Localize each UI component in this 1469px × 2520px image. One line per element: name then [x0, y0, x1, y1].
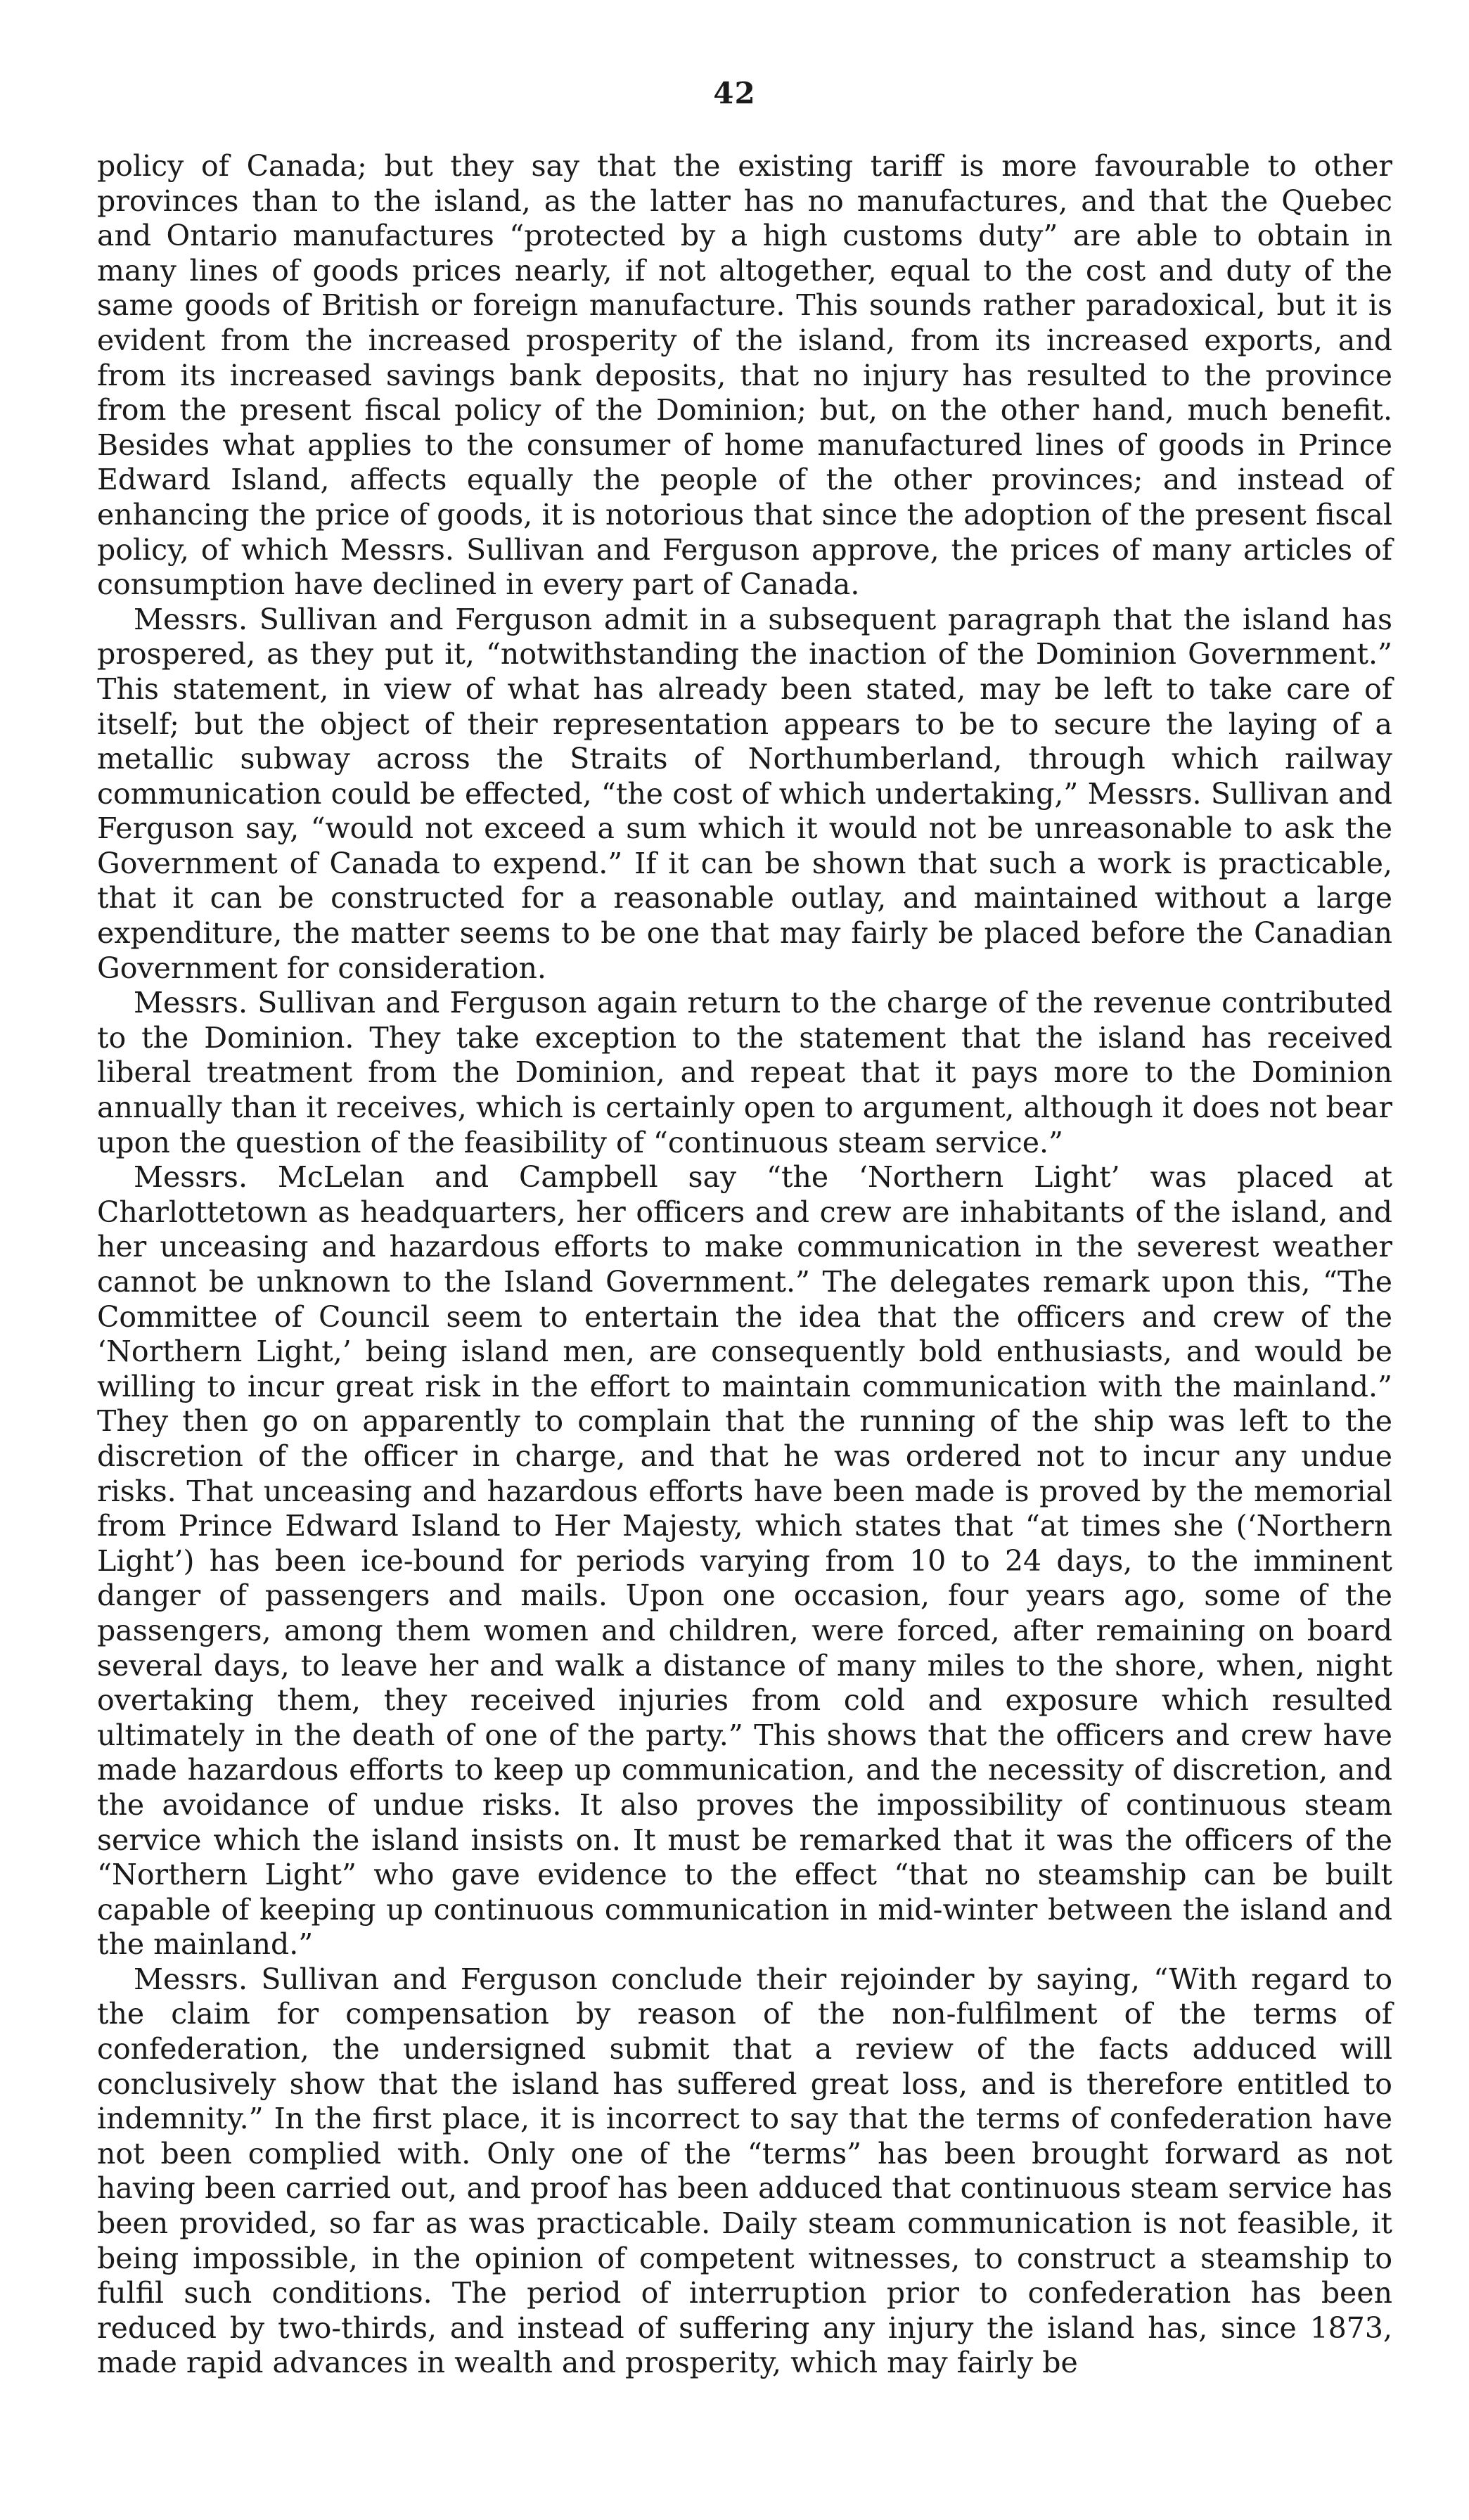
paragraph-3: Messrs. Sullivan and Ferguson again return to the charge of the revenue contributed to the Dominion. They take exception to the statement that the island has received liberal treatment from the Dominion, and repeat that it pays more to the Dominion annually than it receives, which is certainly open to argument, although it does not bear upon the question of the feasibility of “continuous steam service.” [97, 986, 1392, 1159]
paragraph-4: Messrs. McLelan and Campbell say “the ‘Northern Light’ was placed at Charlottetown as headquarters, her officers and crew are inhabitants of the island, and her unceasing and hazardous efforts to make communication in the severest weather cannot be unknown to the Island Government.” The delegates remark upon this, “The Committee of Council seem to entertain the idea that the officers and crew of the ‘Northern Light,’ being island men, are consequently bold enthusiasts, and would be willing to incur great risk in the effort to maintain communication with the mainland.” They then go on apparently to complain that the running of the ship was left to the discretion of the officer in charge, and that he was ordered not to incur any undue risks. That unceasing and hazardous efforts have been made is proved by the memorial from Prince Edward Island to Her Majesty, which states that “at times she (‘Northern Light’) has been ice-bound for periods varying from 10 to 24 days, to the imminent danger of passengers and mails. Upon one occasion, four years ago, some of the passengers, among them women and children, were forced, after remaining on board several days, to leave her and walk a distance of many miles to the shore, when, night overtaking them, they received injuries from cold and exposure which resulted ultimately in the death of one of the party.” This shows that the officers and crew have made hazardous efforts to keep up communication, and the necessity of discretion, and the avoidance of undue risks. It also proves the impossibility of continuous steam service which the island insists on. It must be remarked that it was the officers of the “Northern Light” who gave evidence to the effect “that no steamship can be built capable of keeping up continuous communication in mid-winter between the island and the mainland.” [97, 1160, 1392, 1962]
paragraph-5: Messrs. Sullivan and Ferguson conclude their rejoinder by saying, “With regard to the claim for compensation by reason of the non-fulfilment of the terms of confederation, the undersigned submit that a review of the facts adduced will conclusively show that the island has suffered great loss, and is therefore entitled to indemnity.” In the first place, it is incorrect to say that the terms of confederation have not been complied with. Only one of the “terms” has been brought forward as not having been carried out, and proof has been adduced that continuous steam service has been provided, so far as was practicable. Daily steam communication is not feasible, it being impossible, in the opinion of competent witnesses, to construct a steamship to fulfil such conditions. The period of interruption prior to confederation has been reduced by two-thirds, and instead of suffering any injury the island has, since 1873, made rapid advances in wealth and prosperity, which may fairly be [97, 1962, 1392, 2380]
body-text [97, 149, 1392, 2381]
paragraph-2: Messrs. Sullivan and Ferguson admit in a subsequent paragraph that the island has prospered, as they put it, “notwithstanding the inaction of the Dominion Government.” This statement, in view of what has already been stated, may be left to take care of itself; but the object of their representation appears to be to secure the laying of a metallic subway across the Straits of Northumberland, through which railway communication could be effected, “the cost of which undertaking,” Messrs. Sullivan and Ferguson say, “would not exceed a sum which it would not be unreasonable to ask the Government of Canada to expend.” If it can be shown that such a work is practicable, that it can be constructed for a reasonable outlay, and maintained without a large expenditure, the matter seems to be one that may fairly be placed before the Canadian Government for consideration. [97, 602, 1392, 985]
page-number: 42 [713, 76, 756, 110]
paragraph-1: policy of Canada; but they say that the existing tariff is more favourable to other provinces than to the island, as the latter has no manufactures, and that the Quebec and Ontario manufactures “protected by a high customs duty” are able to obtain in many lines of goods prices nearly, if not altogether, equal to the cost and duty of the same goods of British or foreign manufacture. This sounds rather paradoxical, but it is evident from the increased prosperity of the island, from its increased exports, and from its increased savings bank deposits, that no injury has resulted to the province from the present fiscal policy of the Dominion; but, on the other hand, much benefit. Besides what applies to the consumer of home manufactured lines of goods in Prince Edward Island, affects equally the people of the other provinces; and instead of enhancing the price of goods, it is notorious that since the adoption of the present fiscal policy, of which Messrs. Sullivan and Ferguson approve, the prices of many articles of consumption have declined in every part of Canada. [97, 149, 1392, 602]
